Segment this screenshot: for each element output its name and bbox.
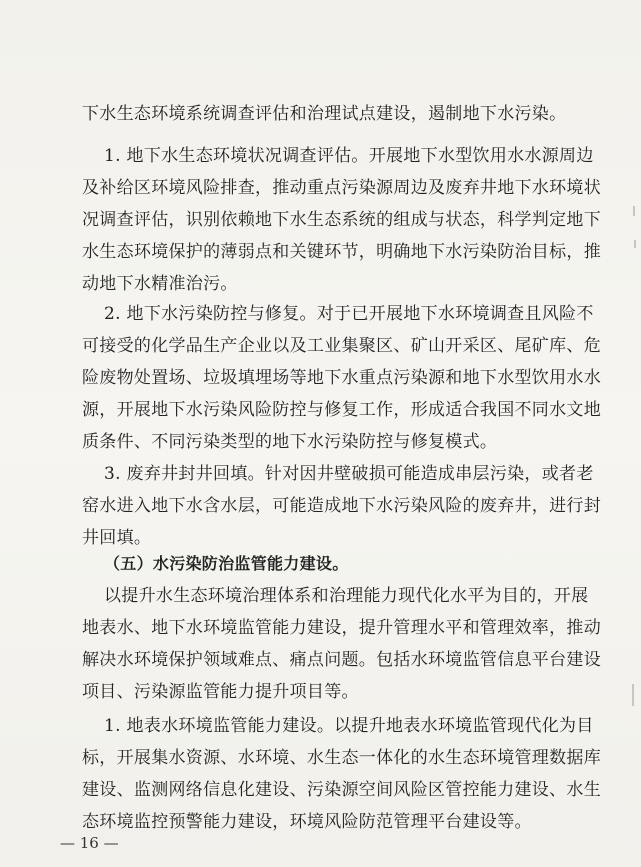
text-line: 可接受的化学品生产企业以及工业集聚区、矿山开采区、尾矿库、危 <box>82 336 601 356</box>
text-line: 3. 废弃井封井回填。针对因井壁破损可能造成串层污染，或者老 <box>104 464 594 484</box>
scan-mark <box>632 684 634 706</box>
text-line: 井回填。 <box>82 528 152 548</box>
scan-mark <box>633 206 635 216</box>
text-line: 窑水进入地下水含水层，可能造成地下水污染风险的废弃井，进行封 <box>82 496 601 516</box>
page-number: — 16 — <box>60 834 119 852</box>
text-line: 险废物处置场、垃圾填埋场等地下水重点污染源和地下水型饮用水水 <box>82 368 601 388</box>
text-line: 况调查评估，识别依赖地下水生态系统的组成与状态，科学判定地下 <box>82 210 601 230</box>
text-line: 解决水环境保护领域难点、痛点问题。包括水环境监管信息平台建设 <box>82 650 601 670</box>
text-line: 标，开展集水资源、水环境、水生态一体化的水生态环境管理数据库 <box>82 748 601 768</box>
text-line: 2. 地下水污染防控与修复。对于已开展地下水环境调查且风险不 <box>104 304 594 324</box>
text-line: 建设、监测网络信息化建设、污染源空间风险区管控能力建设、水生 <box>82 780 601 800</box>
text-line: 项目、污染源监管能力提升项目等。 <box>82 682 359 702</box>
text-line: 质条件、不同污染类型的地下水污染防控与修复模式。 <box>82 432 498 452</box>
text-line: 1. 地下水生态环境状况调查评估。开展地下水型饮用水水源周边 <box>104 146 594 166</box>
scan-mark <box>634 240 636 248</box>
text-line: 下水生态环境系统调查评估和治理试点建设，遏制地下水污染。 <box>82 104 567 124</box>
text-line: 源，开展地下水污染风险防控与修复工作，形成适合我国不同水文地 <box>82 400 601 420</box>
text-line: 以提升水生态环境治理体系和治理能力现代化水平为目的，开展 <box>104 586 589 606</box>
text-line: 水生态环境保护的薄弱点和关键环节，明确地下水污染防治目标，推 <box>82 242 601 262</box>
section-heading: （五）水污染防治监管能力建设。 <box>104 554 349 573</box>
text-line: 及补给区环境风险排查，推动重点污染源周边及废弃井地下水环境状 <box>82 178 601 198</box>
text-line: 1. 地表水环境监管能力建设。以提升地表水环境监管现代化为目 <box>104 716 594 736</box>
text-line: 地表水、地下水环境监管能力建设，提升管理水平和管理效率，推动 <box>82 618 601 638</box>
text-line: 动地下水精准治污。 <box>82 274 238 294</box>
text-line: 态环境监控预警能力建设，环境风险防范管理平台建设等。 <box>82 812 532 832</box>
